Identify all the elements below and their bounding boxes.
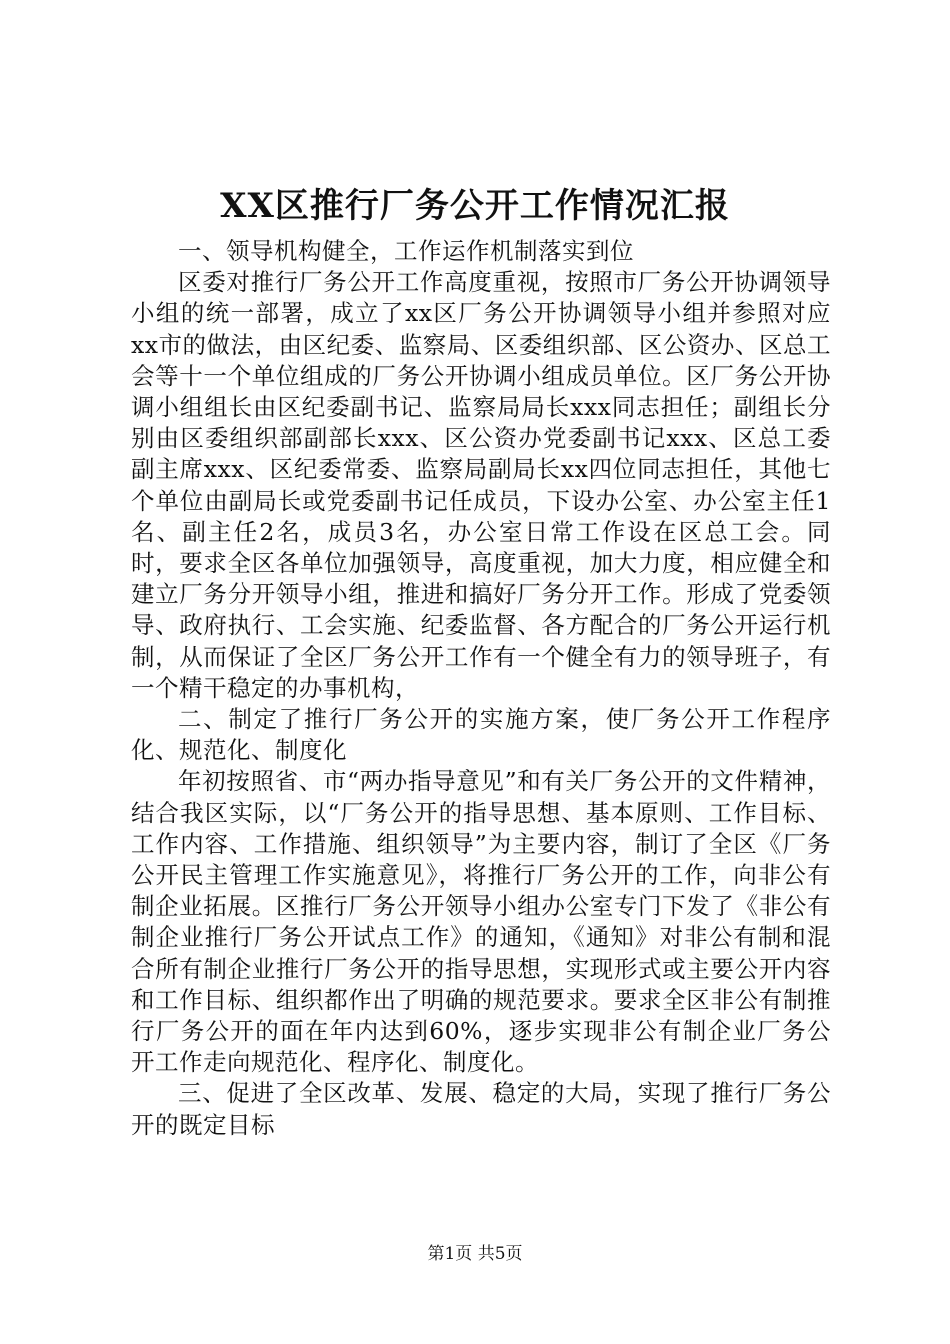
document-title: XX区推行厂务公开工作情况汇报 — [220, 186, 730, 226]
body-paragraph-2: 年初按照省、市“两办指导意见”和有关厂务公开的文件精神，结合我区实际，以“厂务公开的指导思想、基本原则、工作目标、工作内容、工作措施、组织领导”为主要内容，制订了全区《厂务公开民主管理工作实施意见》，将推行厂务公开的工作，向非公有制企业拓展。区推行厂务公开领导小组办公室专门下发了《非公有制企业推行厂务公开试点工作》的通知，《通知》对非公有制和混合所有制企业推行厂务公开的指导思想，实现形式或主要公开内容和工作目标、组织都作出了明确的规范要求。要求全区非公有制推行厂务公开的面在年内达到60%，逐步实现非公有制企业厂务公开工作走向规范化、程序化、制度化。 — [131, 767, 831, 1077]
section-heading-3: 三、促进了全区改革、发展、稳定的大局，实现了推行厂务公开的既定目标 — [131, 1079, 831, 1139]
section-heading-1: 一、领导机构健全，工作运作机制落实到位 — [178, 237, 634, 265]
document-body — [131, 236, 831, 1141]
page-footer: 第1页 共5页 — [427, 1244, 523, 1264]
body-paragraph-1: 区委对推行厂务公开工作高度重视，按照市厂务公开协调领导小组的统一部署，成立了xx区厂务公开协调领导小组并参照对应xx市的做法，由区纪委、监察局、区委组织部、区公资办、区总工会等十一个单位组成的厂务公开协调小组成员单位。区厂务公开协调小组组长由区纪委副书记、监察局局长xxx同志担任；副组长分别由区委组织部副部长xxx、区公资办党委副书记xxx、区总工委副主席xxx、区纪委常委、监察局副局长xx四位同志担任，其他七个单位由副局长或党委副书记任成员，下设办公室、办公室主任1名、副主任2名，成员3名，办公室日常工作设在区总工会。同时，要求全区各单位加强领导，高度重视，加大力度，相应健全和建立厂务分开领导小组，推进和搞好厂务分开工作。形成了党委领导、政府执行、工会实施、纪委监督、各方配合的厂务公开运行机制，从而保证了全区厂务公开工作有一个健全有力的领导班子，有一个精干稳定的办事机构， — [131, 268, 831, 702]
section-heading-2: 二、制定了推行厂务公开的实施方案，使厂务公开工作程序化、规范化、制度化 — [131, 705, 831, 765]
